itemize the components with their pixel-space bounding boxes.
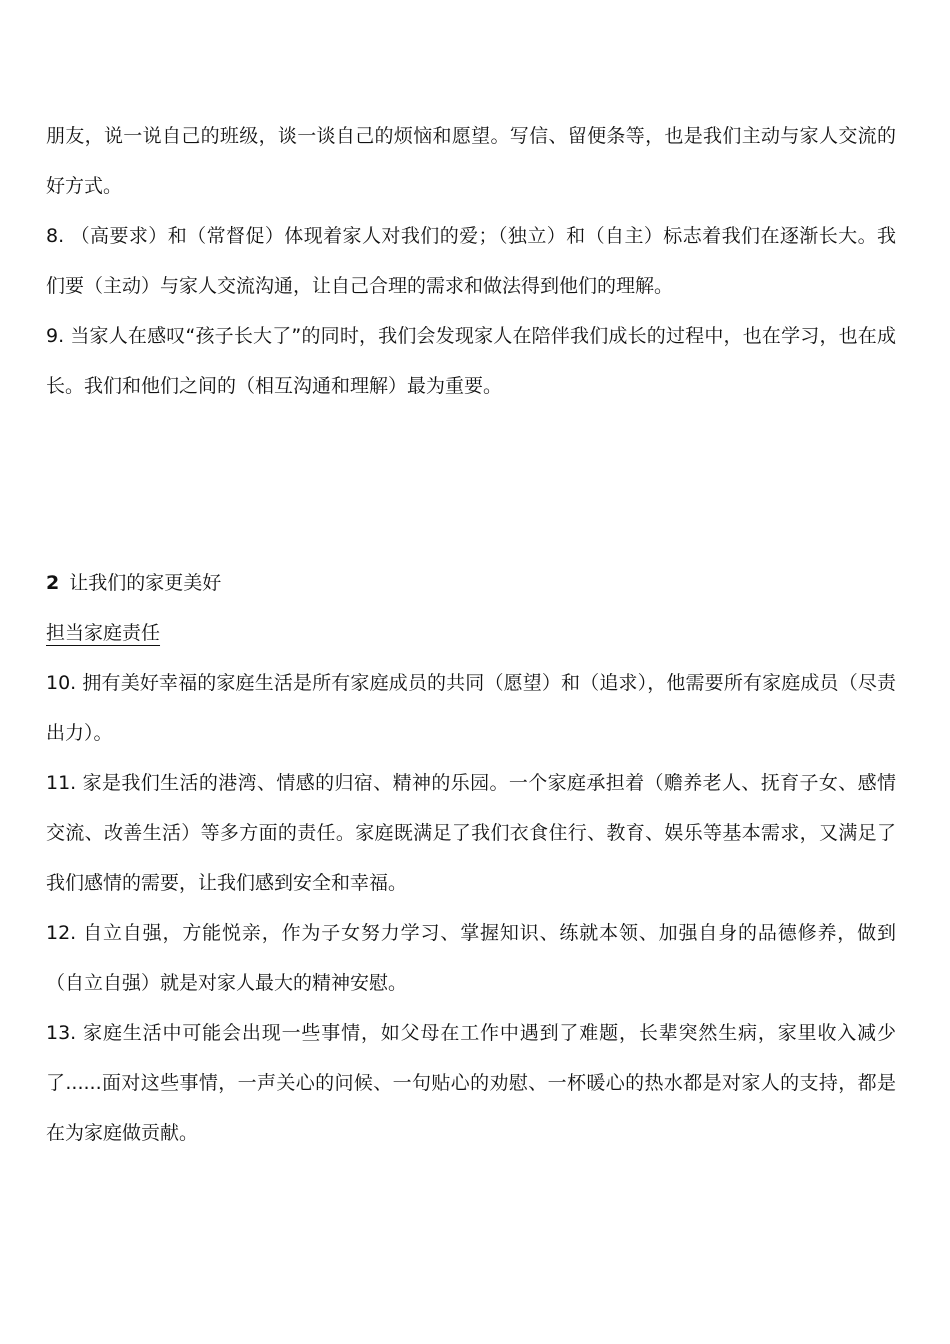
item-12-paragraph: 12. 自立自强，方能悦亲，作为子女努力学习、掌握知识、练就本领、加强自身的品德修养，做到（自立自强）就是对家人最大的精神安慰。 xyxy=(46,922,896,994)
item-10-paragraph: 10. 拥有美好幸福的家庭生活是所有家庭成员的共同（愿望）和（追求），他需要所有家庭成员（尽责出力）。 xyxy=(46,672,896,744)
bottom-block xyxy=(46,558,896,1158)
top-block xyxy=(46,111,896,411)
subheading xyxy=(46,608,896,658)
item-8-paragraph: 8. （高要求）和（常督促）体现着家人对我们的爱；（独立）和（自主）标志着我们在逐渐长大。我们要（主动）与家人交流沟通，让自己合理的需求和做法得到他们的理解。 xyxy=(46,225,896,297)
section-title: 让我们的家更美好 xyxy=(69,572,222,594)
subheading-text: 担当家庭责任 xyxy=(46,622,161,644)
item-9-paragraph: 9. 当家人在感叹“孩子长大了”的同时，我们会发现家人在陪伴我们成长的过程中，也在学习，也在成长。我们和他们之间的（相互沟通和理解）最为重要。 xyxy=(46,325,896,397)
section-number: 2 xyxy=(46,572,60,594)
item-13-paragraph: 13. 家庭生活中可能会出现一些事情，如父母在工作中遇到了难题，长辈突然生病，家里收入减少了......面对这些事情，一声关心的问候、一句贴心的劝慰、一杯暖心的热水都是对家人的支持，都是在为家庭做贡献。 xyxy=(46,1022,896,1144)
section-heading xyxy=(46,558,896,608)
document-page xyxy=(46,0,896,1344)
item-11-paragraph: 11. 家是我们生活的港湾、情感的归宿、精神的乐园。一个家庭承担着（赡养老人、抚育子女、感情交流、改善生活）等多方面的责任。家庭既满足了我们衣食住行、教育、娱乐等基本需求，又满足了我们感情的需要，让我们感到安全和幸福。 xyxy=(46,772,896,894)
continuation-paragraph: 朋友，说一说自己的班级，谈一谈自己的烦恼和愿望。写信、留便条等，也是我们主动与家人交流的好方式。 xyxy=(46,125,896,197)
